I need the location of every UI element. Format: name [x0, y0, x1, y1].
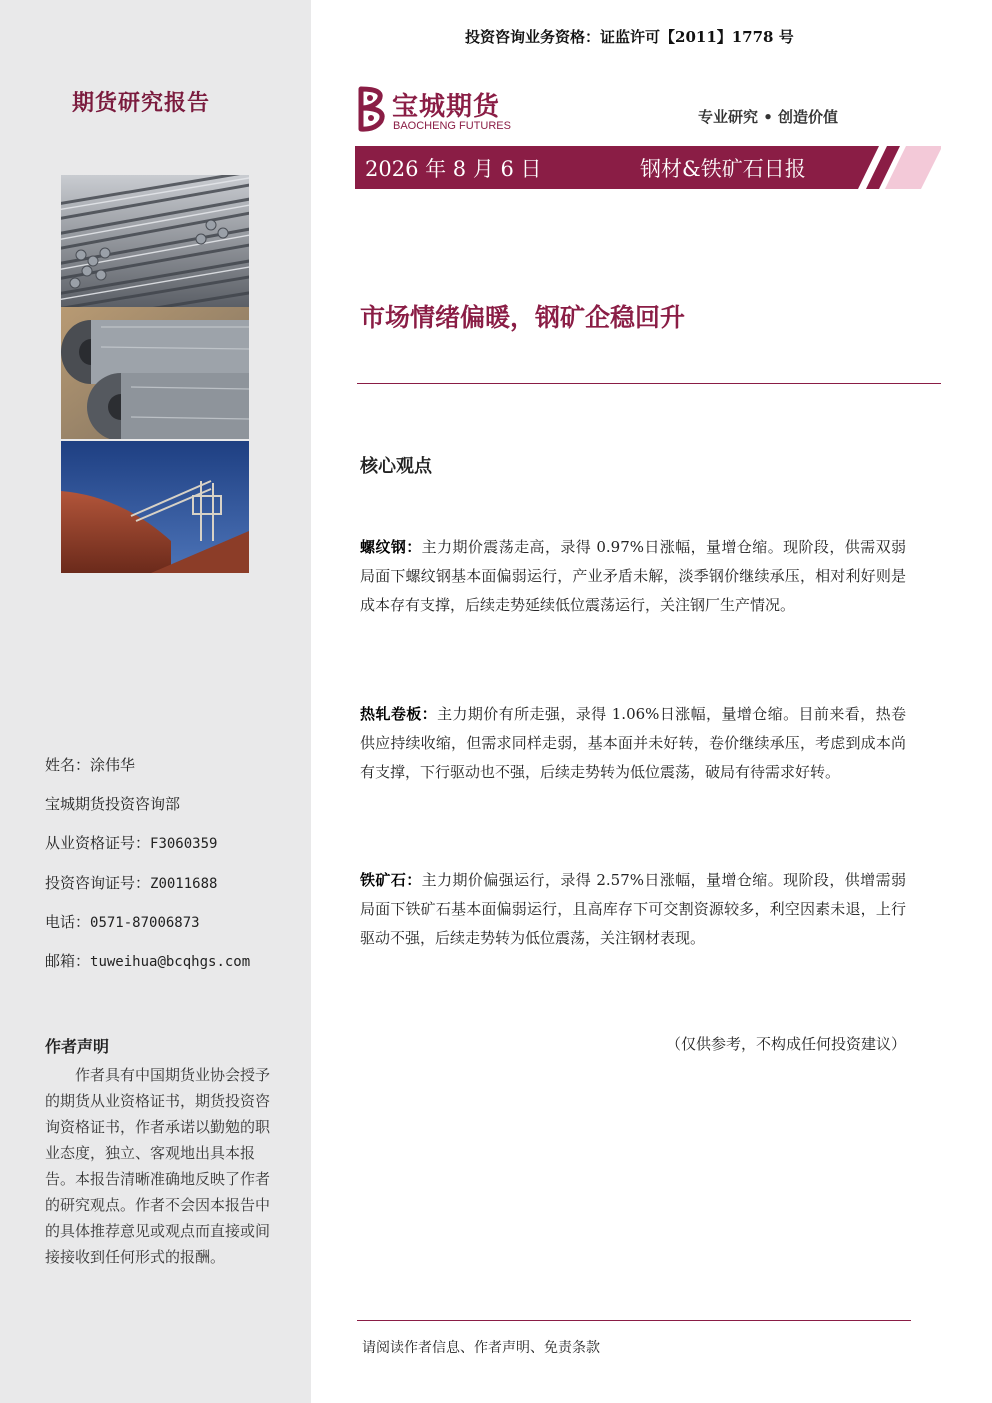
hot-rolled-coil-view-text: 主力期价有所走强，录得 1.06%日涨幅，量增仓缩。目前来看，热卷供应持续收缩，但需求同样走弱，基本面并未好转，卷价继续承压，考虑到成本尚有支撑，下行驱动也不强，后续走势转为低位震荡，破局有待需求好转。 [360, 705, 906, 781]
sidebar [0, 0, 311, 1403]
date-banner [355, 146, 941, 189]
email-row [45, 951, 250, 990]
author-department: 宝城期货投资咨询部 [45, 795, 181, 814]
rebar-bundle-photo [61, 175, 249, 307]
iron-ore-view [360, 866, 906, 953]
logo-english-name: BAOCHENG FUTURES [393, 120, 511, 132]
hot-rolled-coil-view-label: 热轧卷板： [360, 705, 438, 723]
steel-coil-photo [61, 307, 249, 439]
baocheng-logo-icon [355, 86, 389, 132]
rebar-view [360, 533, 906, 620]
author-name: 姓名：涂伟华 [45, 756, 136, 774]
report-headline: 市场情绪偏暖，钢矿企稳回升 [360, 303, 686, 332]
practice-cert-number: F3060359 [150, 836, 218, 853]
practice-cert-label: 从业资格证号： [45, 834, 151, 853]
report-category-title: 期货研究报告 [72, 90, 211, 116]
footer-divider [357, 1320, 911, 1321]
core-views-heading: 核心观点 [360, 456, 432, 477]
iron-ore-stacker-photo [61, 441, 249, 573]
practice-cert-row [45, 833, 250, 872]
investment-disclaimer: （仅供参考，不构成任何投资建议） [665, 1035, 906, 1053]
phone-row [45, 912, 250, 951]
report-type: 钢材&铁矿石日报 [640, 157, 806, 181]
email-link[interactable]: tuweihua@bcqhgs.com [90, 953, 251, 970]
advisory-cert-row [45, 873, 250, 912]
advisory-cert-label: 投资咨询证号： [45, 873, 151, 892]
rebar-view-text: 主力期价震荡走高，录得 0.97%日涨幅，量增仓缩。现阶段，供需双弱局面下螺纹钢基本面偏弱运行，产业矛盾未解，淡季钢价继续承压，相对利好则是成本存有支撑，后续走势延续低位震荡运行，关注钢厂生产情况。 [360, 538, 906, 614]
rebar-view-label: 螺纹钢： [360, 538, 422, 556]
footer-note: 请阅读作者信息、作者声明、免责条款 [362, 1340, 600, 1356]
report-date: 2026 年 8 月 6 日 [365, 157, 542, 181]
phone-number: 0571-87006873 [90, 914, 200, 931]
iron-ore-view-label: 铁矿石： [360, 871, 422, 889]
author-declaration-heading: 作者声明 [45, 1037, 110, 1056]
email-label: 邮箱： [45, 951, 91, 970]
logo-chinese-name: 宝城期货 [392, 92, 501, 122]
author-declaration-body: 作者具有中国期货业协会授予的期货从业资格证书，期货投资咨询资格证书，作者承诺以勤勉的职业态度，独立、客观地出具本报告。本报告清晰准确地反映了作者的研究观点。作者不会因本报告中的具体推荐意见或观点而直接或间接接收到任何形式的报酬。 [45, 1066, 271, 1266]
hot-rolled-coil-view [360, 700, 906, 787]
company-logo [355, 86, 530, 134]
license-statement: 投资咨询业务资格：证监许可【2011】1778 号 [465, 28, 794, 46]
advisory-cert-number: Z0011688 [150, 875, 218, 892]
author-info [45, 755, 250, 990]
company-slogan: 专业研究 • 创造价值 [698, 108, 839, 126]
iron-ore-view-text: 主力期价偏强运行，录得 2.57%日涨幅，量增仓缩。现阶段，供增需弱局面下铁矿石基本面偏弱运行，且高库存下可交割资源较多，利空因素未退，上行驱动不强，后续走势转为低位震荡，关注钢材表现。 [360, 871, 906, 947]
headline-divider [357, 383, 941, 384]
phone-label: 电话： [45, 912, 91, 931]
